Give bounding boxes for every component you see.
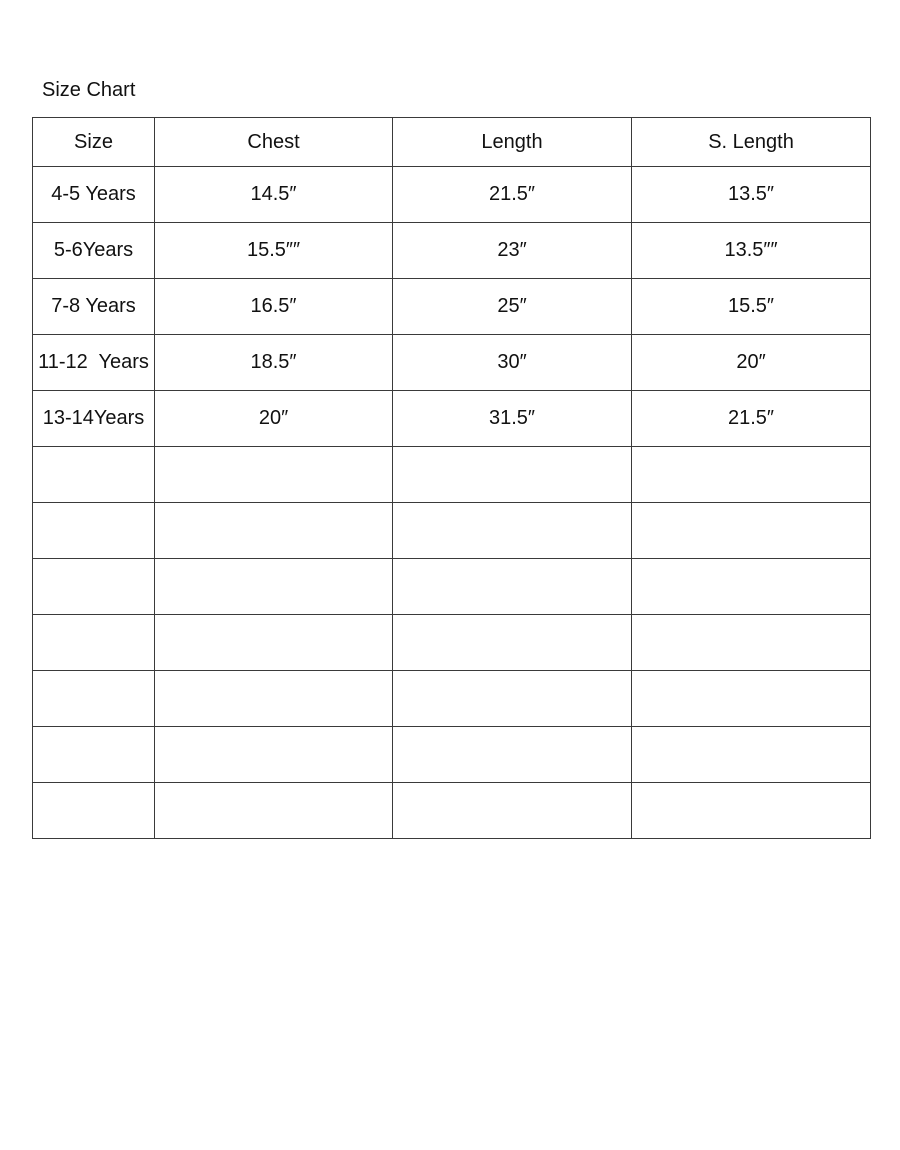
- table-row-empty: [33, 503, 871, 559]
- size-cell: [33, 559, 155, 615]
- length-cell: [393, 727, 632, 783]
- table-row: [33, 391, 871, 447]
- size-cell: [33, 503, 155, 559]
- size-cell: 7-8 Years: [33, 279, 155, 335]
- s-length-cell: [632, 559, 871, 615]
- table-row: [33, 223, 871, 279]
- s-length-cell: 13.5″: [632, 167, 871, 223]
- chest-cell: 15.5″″: [155, 223, 393, 279]
- s-length-cell: 13.5″″: [632, 223, 871, 279]
- size-cell: 4-5 Years: [33, 167, 155, 223]
- table-row-empty: [33, 615, 871, 671]
- length-cell: [393, 503, 632, 559]
- chest-cell: [155, 783, 393, 839]
- table-row-empty: [33, 783, 871, 839]
- table-row-empty: [33, 727, 871, 783]
- length-cell: [393, 559, 632, 615]
- length-cell: [393, 671, 632, 727]
- s-length-cell: [632, 447, 871, 503]
- table-row: [33, 335, 871, 391]
- length-cell: 31.5″: [393, 391, 632, 447]
- table-row: [33, 167, 871, 223]
- size-cell: [33, 671, 155, 727]
- chest-cell: [155, 503, 393, 559]
- size-cell: 11-12 Years: [33, 335, 155, 391]
- length-cell: [393, 783, 632, 839]
- s-length-cell: [632, 615, 871, 671]
- table-row-empty: [33, 447, 871, 503]
- chest-cell: 14.5″: [155, 167, 393, 223]
- size-cell: [33, 447, 155, 503]
- s-length-cell: [632, 671, 871, 727]
- size-cell: 5-6Years: [33, 223, 155, 279]
- header-length: Length: [393, 118, 632, 167]
- page-title: Size Chart: [42, 79, 136, 101]
- header-size: Size: [33, 118, 155, 167]
- length-cell: 23″: [393, 223, 632, 279]
- length-cell: 21.5″: [393, 167, 632, 223]
- s-length-cell: 20″: [632, 335, 871, 391]
- header-chest: Chest: [155, 118, 393, 167]
- table-row: [33, 279, 871, 335]
- s-length-cell: 21.5″: [632, 391, 871, 447]
- length-cell: [393, 447, 632, 503]
- table-header-row: [33, 118, 871, 167]
- s-length-cell: [632, 783, 871, 839]
- header-s-length: S. Length: [632, 118, 871, 167]
- size-chart-table: [32, 117, 871, 839]
- length-cell: [393, 615, 632, 671]
- s-length-cell: [632, 503, 871, 559]
- chest-cell: [155, 559, 393, 615]
- table-row-empty: [33, 559, 871, 615]
- length-cell: 25″: [393, 279, 632, 335]
- table-row-empty: [33, 671, 871, 727]
- chest-cell: [155, 447, 393, 503]
- chest-cell: 18.5″: [155, 335, 393, 391]
- s-length-cell: 15.5″: [632, 279, 871, 335]
- chest-cell: [155, 727, 393, 783]
- size-cell: [33, 783, 155, 839]
- chest-cell: 20″: [155, 391, 393, 447]
- s-length-cell: [632, 727, 871, 783]
- size-cell: 13-14Years: [33, 391, 155, 447]
- chest-cell: [155, 671, 393, 727]
- size-cell: [33, 727, 155, 783]
- size-cell: [33, 615, 155, 671]
- chest-cell: 16.5″: [155, 279, 393, 335]
- chest-cell: [155, 615, 393, 671]
- length-cell: 30″: [393, 335, 632, 391]
